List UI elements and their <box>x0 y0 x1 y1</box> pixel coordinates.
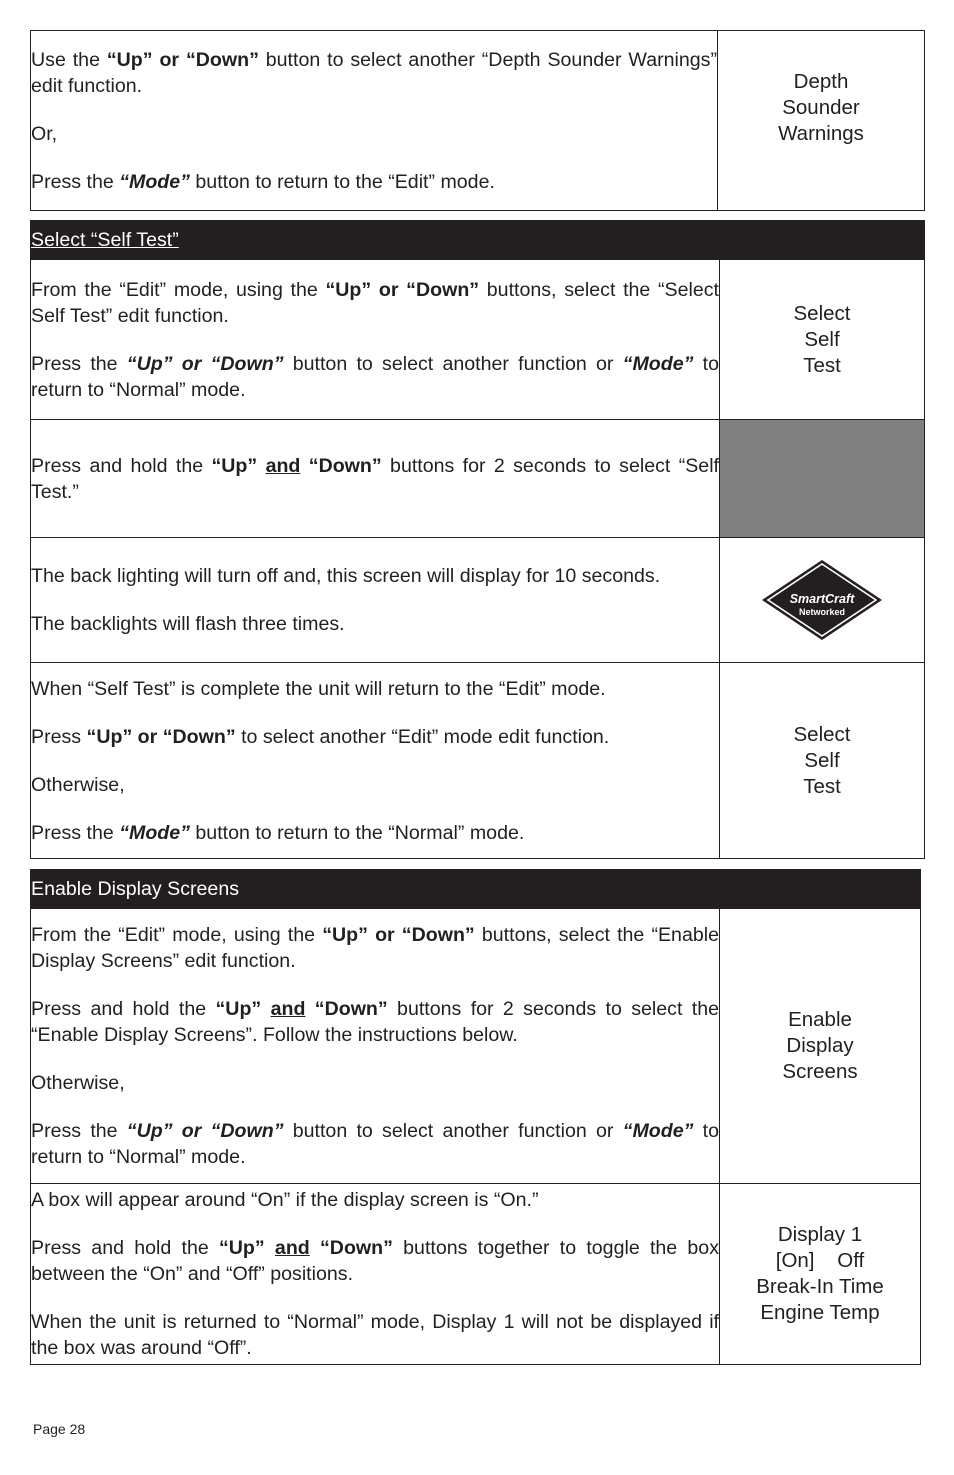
instruction-text: Press the “Mode” button to return to the “Edit” mode. <box>31 170 495 193</box>
display-text: Select Self Test <box>793 301 851 377</box>
logo-wordmark: SmartCraft <box>789 592 855 606</box>
display-screen-cell <box>718 31 925 211</box>
instruction-text: When “Self Test” is complete the unit will return to the “Edit” mode. <box>31 677 606 700</box>
instruction-text: Press the “Up” or “Down” button to select another function or “Mode” to return to “Normal” mode. <box>31 1120 719 1168</box>
instruction-cell <box>31 909 720 1184</box>
instruction-cell <box>31 260 720 420</box>
display-screen-cell <box>720 909 921 1184</box>
instruction-text: Press and hold the “Up” and “Down” buttons together to toggle the box between the “On” and “Off” positions. <box>31 1237 719 1285</box>
instruction-cell <box>31 663 720 859</box>
display-text: Display 1 [On] Off Break-In Time Engine Temp <box>756 1223 884 1324</box>
instruction-text: From the “Edit” mode, using the “Up” or “Down” buttons, select the “Select Self Test” edit function. <box>31 278 719 327</box>
smartcraft-logo-icon <box>760 558 884 642</box>
section-title: Select “Self Test” <box>31 228 179 251</box>
display-text: Enable Display Screens <box>782 1008 858 1083</box>
section-header <box>31 221 925 260</box>
instruction-text: Press and hold the “Up” and “Down” buttons for 2 seconds to select the “Enable Display Screens”. Follow the instructions below. <box>31 998 719 1046</box>
display-screen-cell <box>720 663 925 859</box>
instruction-text: Press the “Mode” button to return to the “Normal” mode. <box>31 821 525 844</box>
blank-display-screen <box>720 420 925 538</box>
instruction-text: Otherwise, <box>31 1072 125 1094</box>
display-screen-cell <box>720 1184 921 1365</box>
page-number: Page 28 <box>33 1421 86 1437</box>
enable-display-screens-section <box>30 869 921 1365</box>
instruction-text: Or, <box>31 122 58 145</box>
instruction-text: From the “Edit” mode, using the “Up” or “Down” buttons, select the “Enable Display Screens” edit function. <box>31 924 720 972</box>
self-test-section <box>30 220 925 859</box>
section-header <box>31 870 921 909</box>
instruction-text: The backlights will flash three times. <box>31 613 345 635</box>
instruction-text: Press the “Up” or “Down” button to select another function or “Mode” to return to “Normal” mode. <box>31 352 719 401</box>
instruction-text: Otherwise, <box>31 773 125 796</box>
depth-sounder-block <box>30 30 925 211</box>
logo-subtext: Networked <box>798 607 846 617</box>
instruction-cell <box>31 31 718 211</box>
instruction-text: Press “Up” or “Down” to select another “Edit” mode edit function. <box>31 725 610 748</box>
instruction-cell <box>31 538 720 663</box>
instruction-text: Press and hold the “Up” and “Down” buttons for 2 seconds to select “Self Test.” <box>31 454 719 503</box>
instruction-text: The back lighting will turn off and, this screen will display for 10 seconds. <box>31 565 661 587</box>
instruction-cell <box>31 420 720 538</box>
instruction-text: A box will appear around “On” if the display screen is “On.” <box>31 1189 539 1211</box>
instruction-cell <box>31 1184 720 1365</box>
instruction-text: Use the “Up” or “Down” button to select another “Depth Sounder Warnings” edit function. <box>31 48 717 97</box>
display-screen-cell <box>720 538 925 663</box>
section-title: Enable Display Screens <box>31 877 240 900</box>
display-screen-cell <box>720 260 925 420</box>
display-text: Select Self Test <box>793 722 851 798</box>
instruction-text: When the unit is returned to “Normal” mode, Display 1 will not be displayed if the box was around “Off”. <box>31 1311 719 1359</box>
display-text: Depth Sounder Warnings <box>778 70 864 145</box>
